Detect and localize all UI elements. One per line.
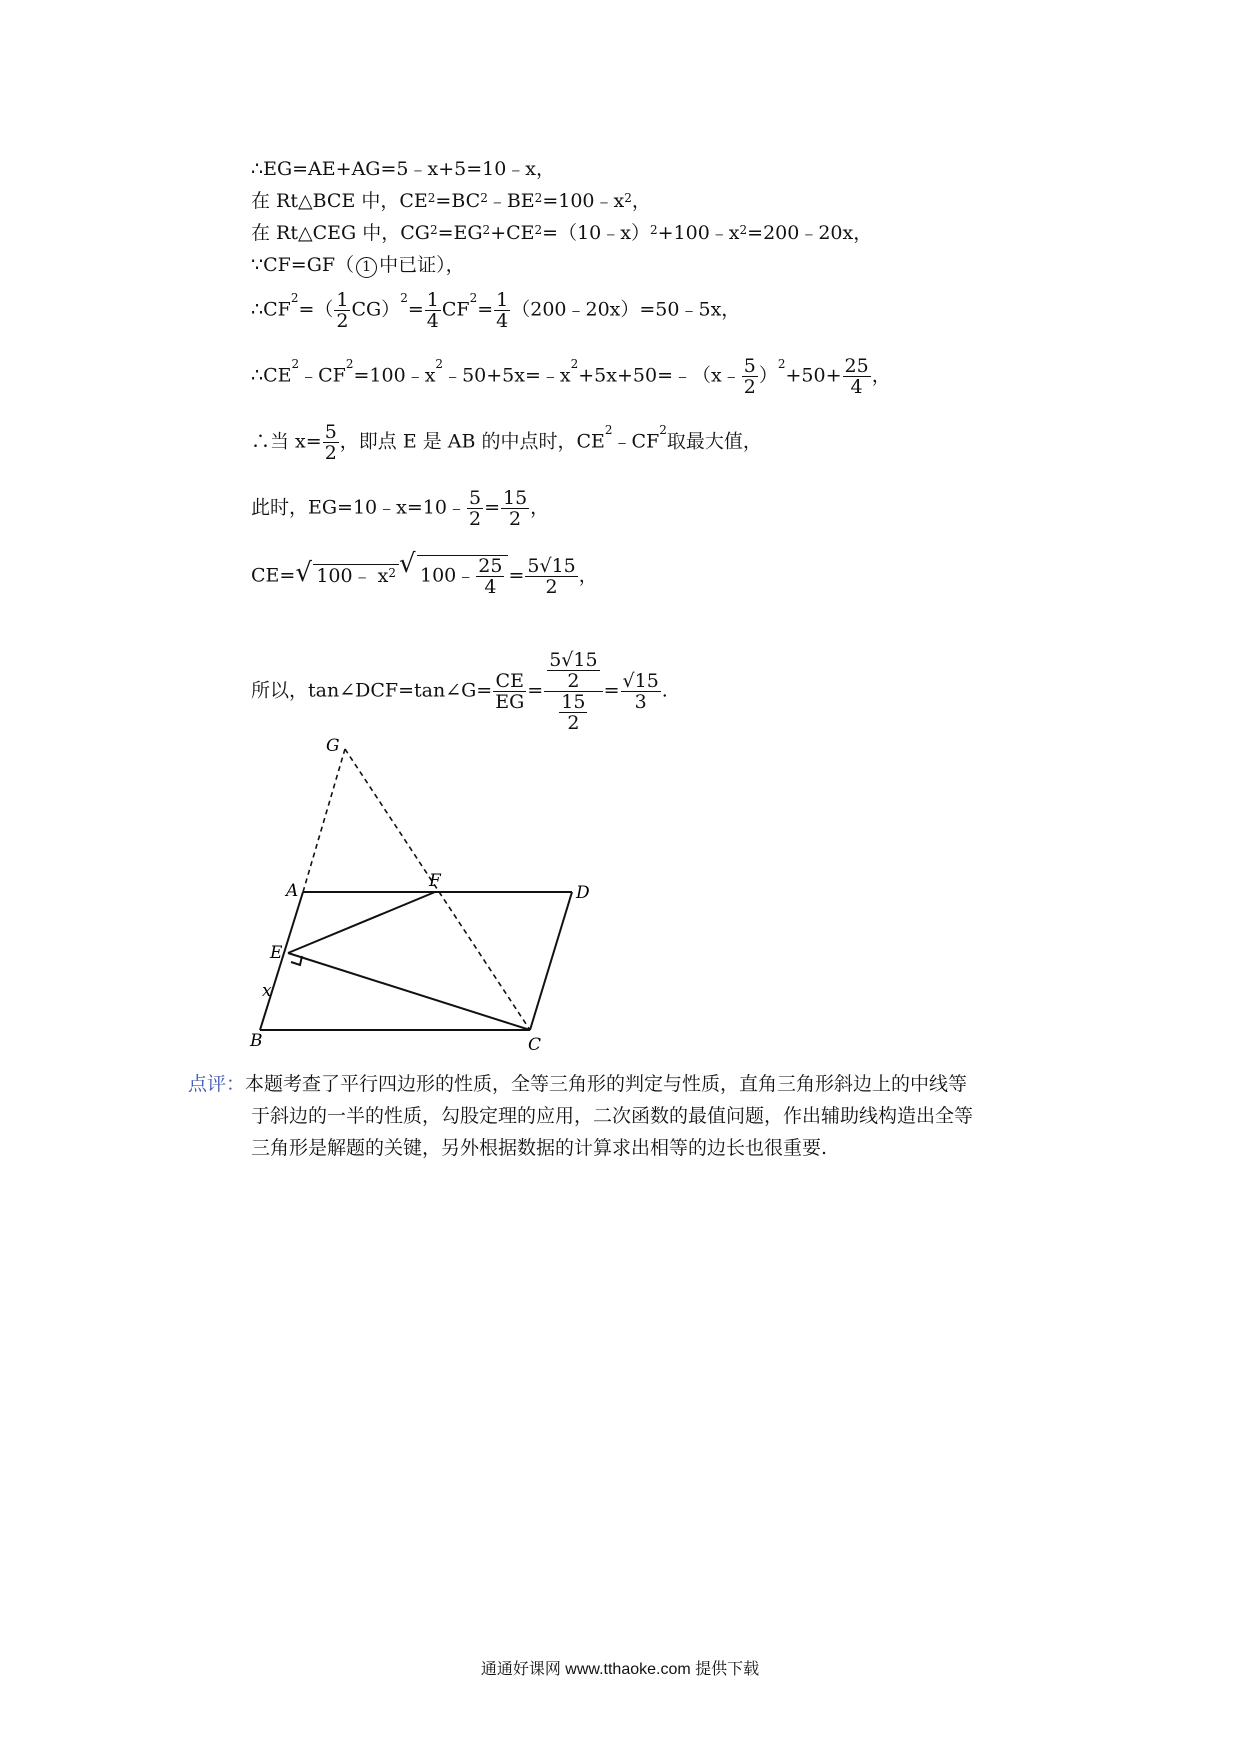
line-10: 所以，tan∠DCF=tan∠G= $\frac{CE}{EG}$ = $\frac{\frac{5√15}{2}}{\frac{15}{2}}$ = $\frac{√15}{3}$ . [251, 649, 668, 734]
label-x: x [262, 981, 272, 1001]
segment-EF [288, 892, 435, 953]
fraction: $\frac{1}{4}$ [426, 289, 439, 332]
comment-line-3: 三角形是解题的关键，另外根据数据的计算求出相等的边长也很重要. [251, 1137, 828, 1159]
label-E: E [270, 943, 283, 963]
segment-EC [288, 953, 530, 1030]
fraction: $\frac{5√15}{2}$ [549, 649, 598, 692]
fraction: $\frac{1}{2}$ [336, 289, 349, 332]
fraction: $\frac{5√15}{2}$ [527, 555, 576, 598]
line-1: ∴EG=AE+AG=5﹣x+5=10﹣x， [251, 158, 556, 180]
fraction: $\frac{5}{2}$ [743, 355, 756, 398]
line-7: ∴当 x= $\frac{5}{2}$ ，即点 E 是 AB 的中点时，$CE^2﹣CF^2$取最大值， [251, 421, 762, 464]
line-3: 在 Rt△CEG 中，$CG^2=EG^2+CE^2=(10﹣x)^2+100﹣x^2=200﹣20x$， [251, 222, 873, 244]
fraction: $\frac{15}{2}$ [561, 691, 586, 734]
fraction: $\frac{1}{4}$ [496, 289, 509, 332]
fraction: $\frac{5}{2}$ [468, 487, 482, 530]
square-root: √ 100﹣ $x^2$ [295, 564, 399, 587]
label-F: F [429, 871, 441, 891]
line-4: ∵CF=GF（ 1 中已证）， [251, 254, 465, 276]
line-6: $\therefore CE^2﹣CF^2=100﹣x^2﹣50+5x=﹣x^2+5x+50=﹣(x﹣$ $\frac{5}{2}$ ）$^2$+50+ $\frac{25}{4}$ ， [251, 355, 891, 398]
fraction: $\frac{25}{4}$ [478, 555, 503, 598]
comment-label: 点评： [188, 1073, 246, 1095]
line-5: $\therefore CF^2=$（ $\frac{1}{2}$ CG）$^2$= $\frac{1}{4}$ $CF^2=$ $\frac{1}{4}$ （200﹣20x）=50﹣5x， [251, 289, 741, 332]
square-root: √ 100﹣ $\frac{25}{4}$ [399, 555, 508, 597]
fraction: $\frac{15}{2}$ [502, 487, 528, 530]
label-B: B [250, 1031, 263, 1051]
label-G: G [326, 736, 340, 756]
fraction: $\frac{25}{4}$ [844, 355, 869, 398]
label-C: C [528, 1035, 542, 1055]
footer: 通通好课网 www.tthaoke.com 提供下载 [480, 1661, 760, 1678]
comment-block [188, 1068, 1088, 1164]
comment-line-2: 于斜边的一半的性质，勾股定理的应用，二次函数的最值问题，作出辅助线构造出全等 [251, 1105, 974, 1127]
comment-line-1: 本题考查了平行四边形的性质，全等三角形的判定与性质，直角三角形斜边上的中线等 [245, 1073, 968, 1095]
label-D: D [576, 883, 590, 903]
fraction: $\frac{√15}{3}$ [622, 670, 659, 713]
circled-number: 1 [356, 257, 377, 278]
line-2: 在 Rt△BCE 中，$CE^2=BC^2﹣BE^2=100﹣x^2$， [251, 190, 651, 212]
segment-DC [530, 892, 572, 1030]
label-A: A [286, 881, 299, 901]
fraction: $\frac{5}{2}$ [324, 421, 337, 464]
line-8: 此时，EG=10﹣x=10﹣ $\frac{5}{2}$ = $\frac{15}{2}$ ， [251, 487, 550, 530]
fraction: $\frac{CE}{EG}$ [495, 670, 525, 713]
dashed-GA [303, 749, 345, 892]
line-9: CE= √ 100﹣ $x^2$ √ 100﹣ $\frac{25}{4}$ = $\frac{5√15}{2}$ ， [251, 549, 598, 598]
